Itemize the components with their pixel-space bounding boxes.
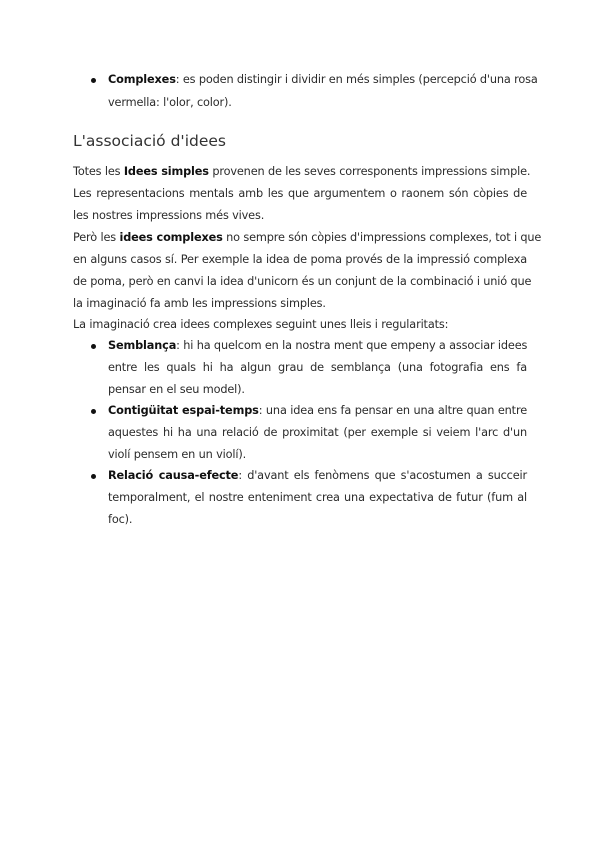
term-idees-complexes: idees complexes [119,231,223,244]
paragraph-1-line3: les nostres impressions més vives. [73,209,265,222]
list-item-semblanca-line3: pensar en el seu model). [108,383,245,396]
term-idees-simples: Idees simples [123,165,209,178]
list-item-causa-efecte-line2: temporalment, el nostre enteniment crea una expectativa de futur (fum al [108,491,527,504]
list-item-contiguitat-line1: Contigüitat espai-temps: una idea ens fa pensar en una altre quan entre [108,404,527,417]
term-semblanca: Semblança [108,339,177,352]
paragraph-3: La imaginació crea idees complexes seguint unes lleis i regularitats: [73,318,449,331]
bullet-dot [91,409,96,414]
list-item-causa-efecte-line3: foc). [108,513,133,526]
list-item-complexes-line1: Complexes: es poden distingir i dividir en més simples (percepció d'una rosa [108,73,538,86]
term-complexes: Complexes [108,73,176,86]
bullet-dot [91,344,96,349]
bullet-dot [91,78,96,83]
paragraph-2-line1: Però les idees complexes no sempre són còpies d'impressions complexes, tot i que [73,231,542,244]
section-heading: L'associació d'idees [73,132,226,150]
list-item-causa-efecte-line1: Relació causa-efecte: d'avant els fenòmens que s'acostumen a succeir [108,469,527,482]
list-item-contiguitat-line2: aquestes hi ha una relació de proximitat (per exemple si veiem l'arc d'un [108,426,527,439]
bullet-dot [91,474,96,479]
paragraph-1-line1: Totes les Idees simples provenen de les seves corresponents impressions simple. [73,165,531,178]
paragraph-1-line2: Les representacions mentals amb les que argumentem o raonem són còpies de [73,187,527,200]
list-item-complexes-line2: vermella: l'olor, color). [108,96,232,109]
list-item-contiguitat-line3: violí pensem en un violí). [108,448,247,461]
term-causa-efecte: Relació causa-efecte [108,469,239,482]
paragraph-2-line2: en alguns casos sí. Per exemple la idea de poma provés de la impressió complexa [73,253,527,266]
term-contiguitat: Contigüitat espai-temps [108,404,259,417]
list-item-semblanca-line2: entre les quals hi ha algun grau de semblança (una fotografia ens fa [108,361,527,374]
paragraph-2-line4: la imaginació fa amb les impressions simples. [73,297,326,310]
list-item-semblanca-line1: Semblança: hi ha quelcom en la nostra ment que empeny a associar idees [108,339,528,352]
paragraph-2-line3: de poma, però en canvi la idea d'unicorn és un conjunt de la combinació i unió que [73,275,532,288]
